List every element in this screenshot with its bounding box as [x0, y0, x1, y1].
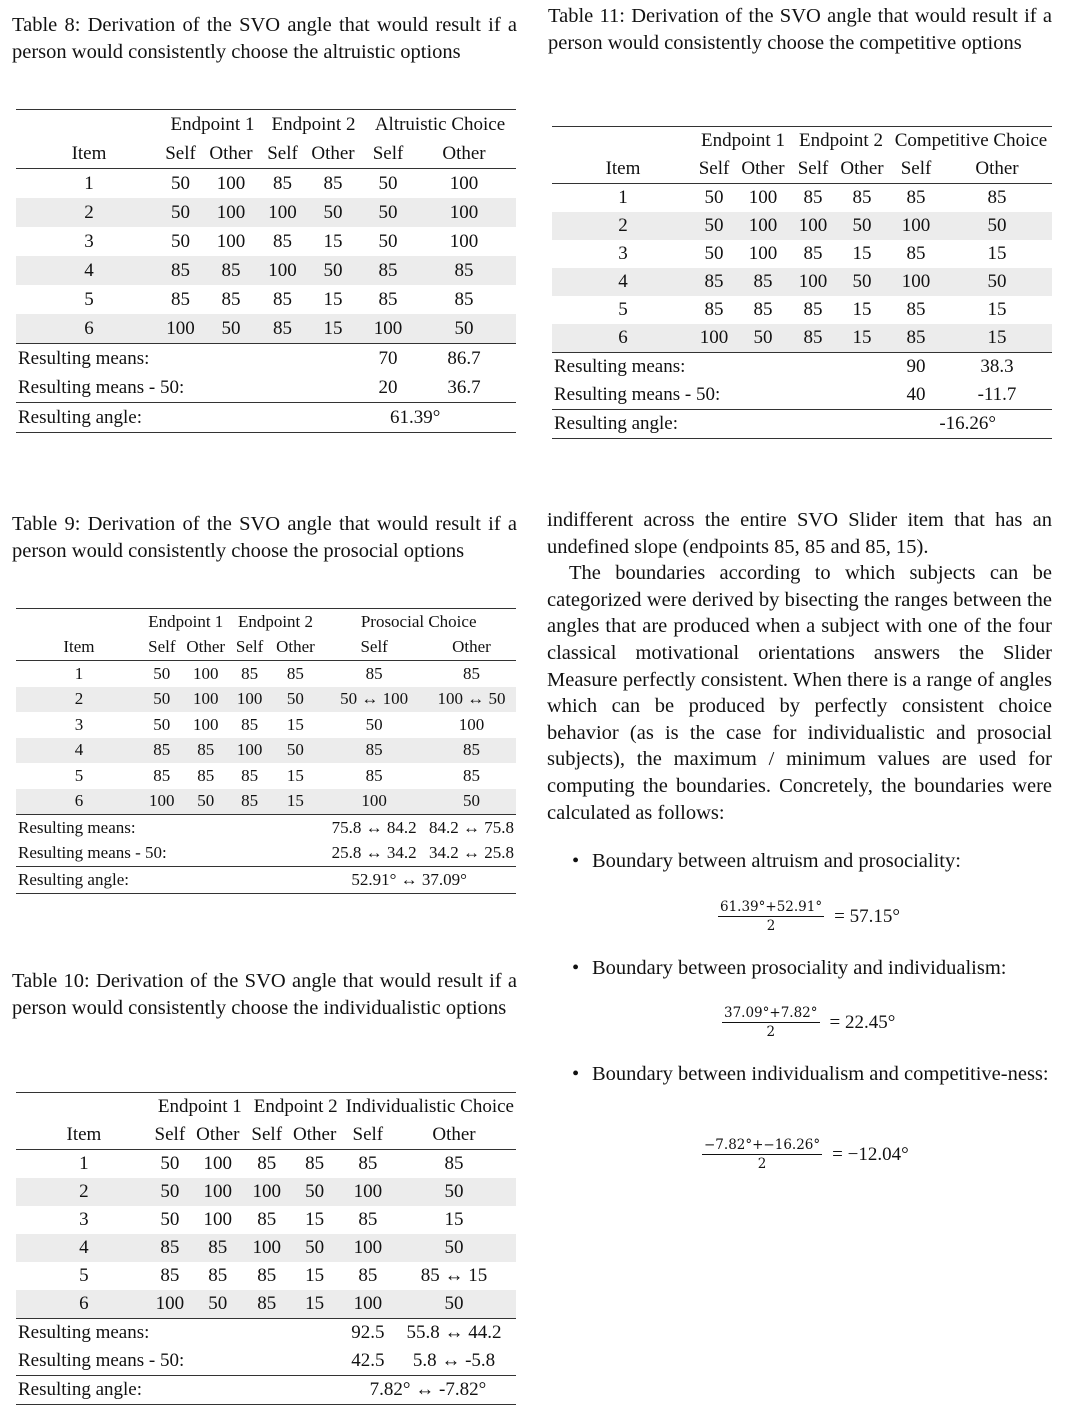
means-other: 38.3 — [942, 353, 1052, 382]
col-header: Other — [442, 142, 486, 164]
bullet-text: Boundary between individualism and competitive-ness: — [592, 1063, 1049, 1085]
table-row — [16, 661, 516, 687]
header-endpoint2: Endpoint 2 — [230, 609, 322, 635]
means50-label: Resulting means - 50: — [18, 843, 167, 863]
table-row — [16, 1150, 516, 1179]
col-header: Other — [196, 1124, 240, 1145]
bullet-item — [572, 1061, 1052, 1088]
table-row — [552, 324, 1052, 353]
col-header: Self — [235, 637, 264, 657]
header-endpoint2: Endpoint 2 — [263, 110, 364, 140]
table-cell: 85 — [270, 661, 322, 687]
angle-value: -16.26° — [890, 410, 1052, 439]
table-cell: 85 — [230, 661, 270, 687]
means50-self: 40 — [906, 384, 926, 405]
table-row — [16, 1234, 516, 1262]
table-cell: 50 — [734, 324, 792, 353]
table-cell: 85 — [734, 268, 792, 296]
table-cell: 100 — [344, 1178, 392, 1206]
table-row — [16, 285, 516, 314]
table-cell: 100 — [203, 1209, 233, 1230]
table-row — [16, 687, 516, 713]
formula-denominator: 2 — [766, 918, 776, 934]
table-cell: 85 — [248, 1150, 286, 1179]
col-header: Self — [698, 158, 730, 179]
table-cell: 85 — [454, 288, 474, 310]
table-cell: 85 — [199, 256, 263, 285]
formula-denominator: 2 — [757, 1156, 767, 1172]
header-endpoint1: Endpoint 1 — [152, 1093, 248, 1122]
table-cell: 15 — [987, 243, 1007, 264]
means50-other: 36.7 — [447, 376, 481, 398]
item-number: 6 — [552, 324, 694, 353]
table8 — [16, 109, 516, 433]
table-cell: 50 — [365, 714, 383, 734]
formula-result: = 57.15° — [834, 905, 900, 927]
table-row — [16, 789, 516, 815]
table-cell: 85 — [890, 324, 942, 353]
item-number: 3 — [79, 1209, 89, 1230]
table-cell: 50 — [694, 212, 734, 240]
table-cell: 85 — [792, 184, 834, 213]
table-cell: 100 — [248, 1234, 286, 1262]
table-cell: 15 — [323, 230, 343, 252]
angle-label: Resulting angle: — [16, 1376, 344, 1405]
table-cell: 100 — [230, 738, 270, 764]
table-cell: 15 — [323, 288, 343, 310]
table11 — [552, 126, 1052, 439]
table-cell: 85 — [694, 268, 734, 296]
means-self: 92.5 — [344, 1319, 392, 1348]
table-cell: 85 — [241, 714, 259, 734]
table-cell: 85 — [942, 184, 1052, 213]
table-cell: 15 — [444, 1209, 464, 1230]
table-cell: 100 — [694, 324, 734, 353]
table-cell: 50 — [171, 230, 190, 252]
table-cell: 85 — [221, 288, 241, 310]
table-cell: 85 — [364, 256, 412, 285]
item-number: 4 — [16, 738, 142, 764]
table-cell: 85 — [704, 299, 724, 320]
col-header: Self — [148, 637, 176, 657]
item-number: 3 — [84, 230, 94, 252]
table-row — [16, 169, 516, 199]
col-header: Other — [452, 637, 491, 657]
means50-other: -11.7 — [977, 384, 1017, 405]
formula-numerator: −7.82°+−16.26° — [704, 1137, 821, 1153]
col-header: Item — [63, 637, 95, 657]
table-cell: 100 — [152, 1290, 188, 1319]
angle-label: Resulting angle: — [552, 410, 890, 439]
table-cell: 15 — [286, 714, 304, 734]
item-number: 2 — [552, 212, 694, 240]
table-cell: 15 — [305, 1265, 325, 1286]
table-cell: 100 — [734, 184, 792, 213]
table-cell: 50 — [199, 314, 263, 344]
table-cell: 100 — [412, 198, 516, 227]
table-row — [552, 240, 1052, 268]
table-cell: 50 — [286, 1234, 344, 1262]
table-cell: 85 — [188, 1234, 248, 1262]
table-cell: 85 — [412, 256, 516, 285]
table-cell: 100 — [230, 687, 270, 713]
table-cell: 50 — [302, 256, 364, 285]
bullet-dot-icon: • — [572, 1063, 580, 1085]
table-cell: 15 — [302, 314, 364, 344]
col-header: Self — [154, 1124, 186, 1145]
col-header: Other — [840, 158, 884, 179]
table-cell: 85 — [321, 738, 427, 764]
table-cell: 85 — [427, 661, 516, 687]
table-cell: 50 — [302, 198, 364, 227]
bullet-dot-icon: • — [572, 957, 580, 979]
table-cell: 100 ↔ 50 — [427, 687, 516, 713]
table-cell: 50 — [270, 738, 322, 764]
formula-numerator: 37.09°+7.82° — [724, 1005, 818, 1021]
formula — [702, 1137, 909, 1172]
table-cell: 85 — [153, 765, 171, 785]
table-cell: 100 — [792, 212, 834, 240]
table-cell: 85 — [344, 1150, 392, 1179]
table-row — [16, 256, 516, 285]
means50-label: Resulting means - 50: — [18, 1350, 185, 1371]
item-number: 1 — [16, 1150, 152, 1179]
table-row — [16, 314, 516, 344]
table-row — [16, 1290, 516, 1319]
table-cell: 50 — [142, 687, 182, 713]
item-number: 5 — [74, 765, 84, 785]
table-cell: 100 — [216, 230, 246, 252]
formula-denominator: 2 — [766, 1024, 776, 1040]
table-cell: 85 — [792, 324, 834, 353]
header-choice: Prosocial Choice — [321, 609, 516, 635]
angle-value: 52.91° ↔ 37.09° — [321, 867, 516, 894]
col-header: Other — [293, 1124, 337, 1145]
item-number: 6 — [16, 789, 142, 815]
table-cell: 50 — [270, 687, 322, 713]
table-cell: 50 — [152, 1150, 188, 1179]
means-self: 75.8 ↔ 84.2 — [321, 815, 427, 841]
table-cell: 85 — [241, 765, 259, 785]
col-header: Self — [360, 637, 388, 657]
table-cell: 100 — [748, 243, 778, 264]
table-cell: 50 — [834, 212, 890, 240]
table-cell: 50 — [188, 1290, 248, 1319]
table-row — [16, 227, 516, 256]
table-cell: 100 — [199, 169, 263, 199]
table-cell: 85 — [365, 765, 383, 785]
means-self: 90 — [890, 353, 942, 382]
means-label: Resulting means: — [16, 815, 321, 841]
table-cell: 100 — [199, 198, 263, 227]
item-number: 4 — [16, 256, 162, 285]
table-cell: 85 — [230, 789, 270, 815]
table-row — [552, 296, 1052, 324]
col-header: Item — [71, 142, 107, 164]
table-cell: 50 ↔ 100 — [321, 687, 427, 713]
table-cell: 85 — [803, 299, 823, 320]
table-cell: 50 — [942, 268, 1052, 296]
table-cell: 15 — [987, 299, 1007, 320]
table-cell: 15 — [852, 243, 872, 264]
table-cell: 85 — [160, 1265, 180, 1286]
col-header: Other — [209, 142, 253, 164]
table-cell: 85 ↔ 15 — [420, 1265, 488, 1286]
table-cell: 85 — [273, 230, 292, 252]
table-cell: 15 — [286, 1290, 344, 1319]
formula — [722, 1005, 895, 1040]
table-cell: 85 — [273, 288, 292, 310]
bullet-text: Boundary between prosociality and individualism: — [592, 957, 1007, 979]
table-cell: 100 — [412, 169, 516, 199]
table-cell: 100 — [192, 714, 219, 734]
table-cell: 50 — [694, 184, 734, 213]
table-cell: 85 — [834, 184, 890, 213]
table-cell: 50 — [942, 212, 1052, 240]
means-self: 70 — [364, 344, 412, 374]
table-cell: 100 — [734, 212, 792, 240]
angle-label: Resulting angle: — [16, 867, 321, 894]
col-header: Other — [975, 158, 1019, 179]
table-cell: 100 — [188, 1178, 248, 1206]
table-cell: 100 — [344, 1234, 392, 1262]
table-cell: 85 — [162, 256, 199, 285]
means50-self: 42.5 — [351, 1350, 385, 1371]
table-cell: 50 — [364, 169, 412, 199]
table9 — [16, 608, 516, 894]
item-number: 5 — [79, 1265, 89, 1286]
item-number: 3 — [74, 714, 84, 734]
table-cell: 85 — [358, 1209, 378, 1230]
table-cell: 50 — [364, 198, 412, 227]
formula-result: = −12.04° — [832, 1143, 909, 1165]
header-endpoint1: Endpoint 1 — [142, 609, 230, 635]
table-cell: 15 — [852, 299, 872, 320]
table-cell: 50 — [834, 268, 890, 296]
header-endpoint2: Endpoint 2 — [792, 127, 890, 156]
table-cell: 85 — [152, 1234, 188, 1262]
table-row — [16, 1178, 516, 1206]
table-row — [552, 212, 1052, 240]
item-number: 2 — [16, 687, 142, 713]
table-cell: 85 — [263, 169, 302, 199]
table-cell: 50 — [162, 198, 199, 227]
item-number: 5 — [618, 299, 628, 320]
table-row — [16, 738, 516, 764]
table-cell: 50 — [392, 1178, 516, 1206]
item-number: 6 — [16, 314, 162, 344]
table-cell: 50 — [427, 789, 516, 815]
col-header: Self — [352, 1124, 384, 1145]
table-cell: 50 — [392, 1234, 516, 1262]
col-header: Other — [276, 637, 315, 657]
table-cell: 50 — [152, 1178, 188, 1206]
angle-value: 7.82° ↔ -7.82° — [344, 1376, 516, 1405]
table-cell: 85 — [142, 738, 182, 764]
table-row — [16, 763, 516, 789]
means50-other: 5.8 ↔ -5.8 — [412, 1350, 496, 1371]
means50-self: 20 — [378, 376, 398, 398]
col-header: Other — [186, 637, 226, 657]
body-paragraph-2: The boundaries according to which subjects can be categorized were derived by bisecting the ranges between the angles that are produced when a subject with one of the four classical motivational orientations answers the Slider Measure perfectly consistent. When there is a range of angles which can be produced by perfectly consistent choice behavior (as is the case for individualistic and prosocial subjects), the maximum / minimum values are used for computing the boundaries. Concretely, the boundaries were calculated as follows: — [547, 562, 1052, 824]
col-header: Item — [66, 1124, 102, 1145]
means-other: 84.2 ↔ 75.8 — [427, 815, 516, 841]
table-cell: 85 — [263, 314, 302, 344]
table-cell: 85 — [302, 169, 364, 199]
means50-other: 34.2 ↔ 25.8 — [428, 843, 514, 863]
table10-caption: Table 10: Derivation of the SVO angle that would result if a person would consistently choose the individualistic options — [12, 970, 517, 1019]
table-cell: 100 — [162, 314, 199, 344]
col-header: Other — [432, 1124, 476, 1145]
means50-self: 25.8 ↔ 34.2 — [331, 843, 417, 863]
table-cell: 85 — [427, 738, 516, 764]
table-cell: 85 — [906, 299, 926, 320]
table-cell: 100 — [792, 268, 834, 296]
header-endpoint2: Endpoint 2 — [248, 1093, 344, 1122]
table-row — [552, 268, 1052, 296]
table-cell: 85 — [321, 661, 427, 687]
formula — [718, 899, 900, 934]
table-cell: 85 — [358, 1265, 378, 1286]
table-cell: 85 — [257, 1209, 277, 1230]
header-endpoint1: Endpoint 1 — [694, 127, 792, 156]
angle-label: Resulting angle: — [16, 403, 364, 433]
item-number: 2 — [16, 1178, 152, 1206]
table8-caption: Table 8: Derivation of the SVO angle that would result if a person would consistently choose the altruistic options — [12, 14, 517, 63]
table-cell: 50 — [704, 243, 724, 264]
table10 — [16, 1092, 516, 1405]
table-cell: 50 — [182, 789, 230, 815]
item-number: 4 — [16, 1234, 152, 1262]
body-text — [547, 507, 1052, 826]
table-cell: 100 — [182, 661, 230, 687]
table9-caption: Table 9: Derivation of the SVO angle that would result if a person would consistently choose the prosocial options — [12, 513, 517, 562]
bullet-dot-icon: • — [572, 850, 580, 872]
table-cell: 85 — [462, 765, 480, 785]
bullet-text: Boundary between altruism and prosociality: — [592, 850, 961, 872]
table11-caption: Table 11: Derivation of the SVO angle that would result if a person would consistently choose the competitive options — [548, 5, 1052, 54]
table-cell: 85 — [286, 1150, 344, 1179]
formula-result: = 22.45° — [829, 1011, 896, 1033]
col-header: Self — [267, 142, 298, 164]
table-cell: 85 — [392, 1150, 516, 1179]
table-cell: 100 — [263, 256, 302, 285]
table-cell: 100 — [142, 789, 182, 815]
table-cell: 100 — [321, 789, 427, 815]
table-row — [16, 198, 516, 227]
header-choice: Individualistic Choice — [344, 1093, 516, 1122]
table-cell: 85 — [890, 184, 942, 213]
table-cell: 50 — [378, 230, 398, 252]
table-cell: 85 — [378, 288, 398, 310]
table-cell: 85 — [753, 299, 773, 320]
table-row — [16, 712, 516, 738]
table-cell: 85 — [171, 288, 190, 310]
table-cell: 100 — [248, 1178, 286, 1206]
table-row — [16, 1206, 516, 1234]
col-header: Other — [741, 158, 785, 179]
item-number: 1 — [16, 169, 162, 199]
table-cell: 50 — [286, 1178, 344, 1206]
item-number: 3 — [618, 243, 628, 264]
table-cell: 50 — [160, 1209, 180, 1230]
header-choice: Competitive Choice — [890, 127, 1052, 156]
table-cell: 85 — [906, 243, 926, 264]
table-cell: 15 — [305, 1209, 325, 1230]
table-cell: 100 — [890, 212, 942, 240]
header-endpoint1: Endpoint 1 — [162, 110, 263, 140]
formula-numerator: 61.39°+52.91° — [720, 899, 823, 915]
table-cell: 50 — [412, 314, 516, 344]
table-cell: 100 — [182, 687, 230, 713]
table-cell: 50 — [142, 661, 182, 687]
means-label: Resulting means: — [552, 353, 890, 382]
table-cell: 50 — [392, 1290, 516, 1319]
col-header: Self — [251, 1124, 283, 1145]
means50-label: Resulting means - 50: — [554, 384, 721, 405]
table-cell: 50 — [162, 169, 199, 199]
header-choice: Altruistic Choice — [364, 110, 516, 140]
table-cell: 100 — [890, 268, 942, 296]
table-cell: 50 — [153, 714, 171, 734]
table-cell: 100 — [364, 314, 412, 344]
table-cell: 15 — [942, 324, 1052, 353]
table-cell: 100 — [188, 1150, 248, 1179]
col-header: Other — [311, 142, 355, 164]
table-cell: 100 — [458, 714, 485, 734]
table-row — [16, 1262, 516, 1290]
means-other: 55.8 ↔ 44.2 — [392, 1319, 516, 1348]
table-cell: 100 — [344, 1290, 392, 1319]
item-number: 1 — [16, 661, 142, 687]
table-cell: 100 — [449, 230, 479, 252]
table-cell: 100 — [263, 198, 302, 227]
item-number: 4 — [552, 268, 694, 296]
table-cell: 15 — [286, 765, 304, 785]
means-label: Resulting means: — [16, 1319, 344, 1348]
bullet-item — [572, 955, 1052, 982]
col-header: Item — [605, 158, 641, 179]
table-cell: 85 — [208, 1265, 228, 1286]
col-header: Self — [797, 158, 829, 179]
bullet-item — [572, 848, 1052, 875]
table-cell: 85 — [803, 243, 823, 264]
table-cell: 15 — [270, 789, 322, 815]
table-cell: 85 — [257, 1265, 277, 1286]
table-cell: 85 — [248, 1290, 286, 1319]
means-label: Resulting means: — [16, 344, 364, 374]
table-cell: 85 — [197, 765, 215, 785]
col-header: Self — [372, 142, 404, 164]
item-number: 1 — [552, 184, 694, 213]
table-cell: 85 — [182, 738, 230, 764]
means-other: 86.7 — [412, 344, 516, 374]
item-number: 6 — [16, 1290, 152, 1319]
table-cell: 15 — [834, 324, 890, 353]
item-number: 5 — [84, 288, 94, 310]
table-row — [552, 184, 1052, 213]
col-header: Self — [900, 158, 932, 179]
col-header: Self — [165, 142, 196, 164]
item-number: 2 — [16, 198, 162, 227]
means50-label: Resulting means - 50: — [18, 376, 185, 398]
body-paragraph-1: indifferent across the entire SVO Slider item that has an undefined slope (endpoints 85, 85 and 85, 15). — [547, 509, 1052, 558]
angle-value: 61.39° — [364, 403, 516, 433]
